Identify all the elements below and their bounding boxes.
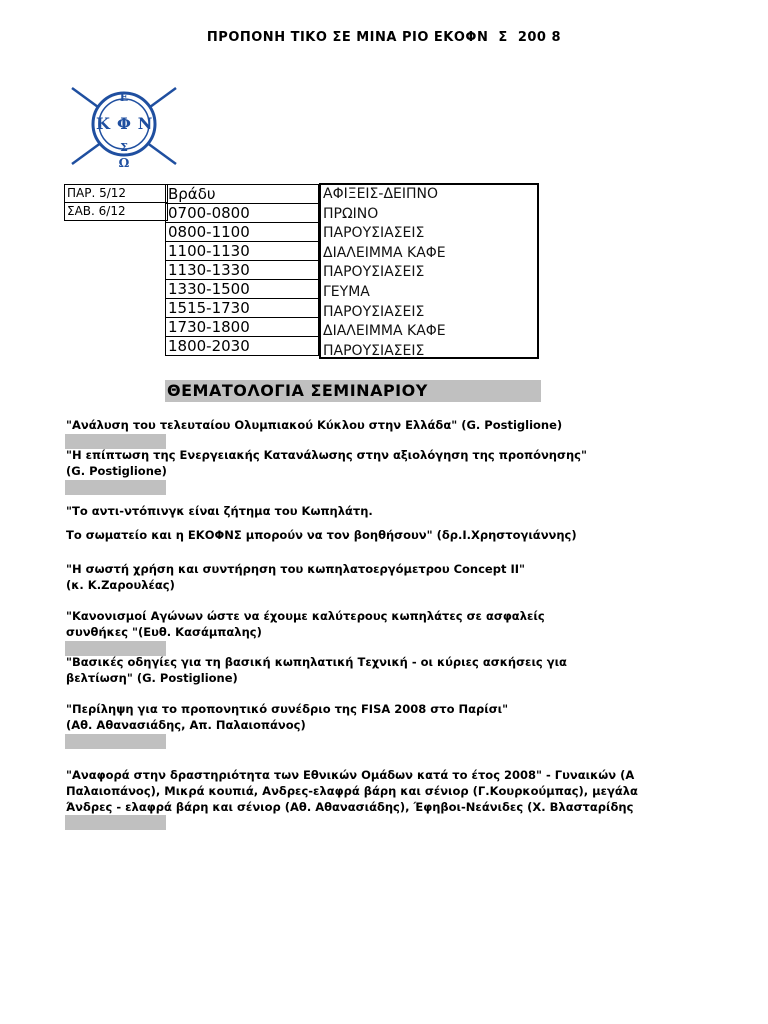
svg-text:Ν: Ν <box>137 114 153 133</box>
day-cell: ΣΑΒ. 6/12 <box>65 203 168 221</box>
time-cell: 1330-1500 <box>166 280 319 299</box>
separator-bar <box>65 480 166 495</box>
activity-cell: ΓΕΥΜΑ <box>323 283 370 300</box>
topic-line: "Βασικές οδηγίες για τη βασική κωπηλατική Τεχνική - οι κύριες ασκήσεις για <box>66 655 567 669</box>
topic-line: (Αθ. Αθανασιάδης, Απ. Παλαιοπάνος) <box>66 718 306 732</box>
topic-line: "Η επίπτωση της Ενεργειακής Κατανάλωσης στην αξιολόγηση της προπόνησης" <box>66 448 587 462</box>
topic-line: "Το αντι-ντόπινγκ είναι ζήτημα του Κωπηλάτη. <box>66 504 373 518</box>
topic-line: "Η σωστή χρήση και συντήρηση του κωπηλατοεργόμετρου Concept II" <box>66 562 526 576</box>
time-cell: 1515-1730 <box>166 299 319 318</box>
activity-cell: ΑΦΙΞΕΙΣ-ΔΕΙΠΝΟ <box>323 186 439 202</box>
topic-line: Το σωματείο και η ΕΚΟΦΝΣ μπορούν να τον βοηθήσουν" (δρ.Ι.Χρηστογιάννης) <box>66 528 577 542</box>
activity-cell: ΔΙΑΛΕΙΜΜΑ ΚΑΦΕ <box>323 323 446 340</box>
time-cell: 1800-2030 <box>166 337 319 356</box>
activity-cell: ΠΑΡΟΥΣΙΑΣΕΙΣ <box>323 303 425 320</box>
time-cell: 1100-1130 <box>166 242 319 261</box>
page-title: ΠΡΟΠΟΝΗ ΤΙΚΟ ΣΕ ΜΙΝΑ ΡΙΟ ΕΚΟΦΝ Σ 200 8 <box>206 30 562 45</box>
time-cell: Βράδυ <box>166 185 319 204</box>
activity-cell: ΠΑΡΟΥΣΙΑΣΕΙΣ <box>323 225 425 242</box>
topic-line: βελτίωση" (G. Postiglione) <box>66 671 238 685</box>
svg-text:Ε: Ε <box>119 91 129 104</box>
time-cell: 1730-1800 <box>166 318 319 337</box>
activity-cell: ΠΡΩΙΝΟ <box>323 205 379 222</box>
topic-line: Άνδρες - ελαφρά βάρη και σένιορ (Αθ. Αθανασιάδης), Έφηβοι-Νεάνιδες (Χ. Βλασταρίδης <box>66 800 634 814</box>
activity-cell: ΔΙΑΛΕΙΜΜΑ ΚΑΦΕ <box>323 244 446 261</box>
activity-cell: ΠΑΡΟΥΣΙΑΣΕΙΣ <box>323 342 425 359</box>
topic-line: "Αναφορά στην δραστηριότητα των Εθνικών Ομάδων κατά το έτος 2008" - Γυναικών (Α <box>66 768 635 782</box>
separator-bar <box>65 734 166 749</box>
activity-cell: ΠΑΡΟΥΣΙΑΣΕΙΣ <box>323 264 425 281</box>
svg-text:Κ: Κ <box>96 114 110 133</box>
topic-line: συνθήκες "(Ευθ. Κασάμπαλης) <box>66 625 262 639</box>
svg-text:Σ: Σ <box>120 141 128 154</box>
separator-bar <box>65 815 166 830</box>
times-table <box>165 184 319 356</box>
topic-line: (G. Postiglione) <box>66 464 167 478</box>
topic-line: (κ. Κ.Ζαρουλέας) <box>66 578 175 592</box>
topic-line: Παλαιοπάνος), Μικρά κουπιά, Ανδρες-ελαφρά βάρη και σένιορ (Γ.Κουρκούμπας), μεγάλα <box>66 784 638 798</box>
topic-line: "Περίληψη για το προπονητικό συνέδριο της FISA 2008 στο Παρίσι" <box>66 702 509 716</box>
svg-text:Ω: Ω <box>118 156 130 170</box>
time-cell: 0700-0800 <box>166 204 319 223</box>
topic-line: "Κανονισμοί Αγώνων ώστε να έχουμε καλύτερους κωπηλάτες σε ασφαλείς <box>66 609 545 623</box>
time-cell: 0800-1100 <box>166 223 319 242</box>
topic-line: "Ανάλυση του τελευταίου Ολυμπιακού Κύκλου στην Ελλάδα" (G. Postiglione) <box>66 418 563 432</box>
activities-box <box>319 183 539 359</box>
club-logo <box>64 76 184 171</box>
days-table <box>64 184 168 221</box>
time-cell: 1130-1330 <box>166 261 319 280</box>
svg-text:Φ: Φ <box>117 114 131 133</box>
day-cell: ΠΑΡ. 5/12 <box>65 185 168 203</box>
section-heading: ΘΕΜΑΤΟΛΟΓΙΑ ΣΕΜΙΝΑΡΙΟΥ <box>165 380 541 402</box>
